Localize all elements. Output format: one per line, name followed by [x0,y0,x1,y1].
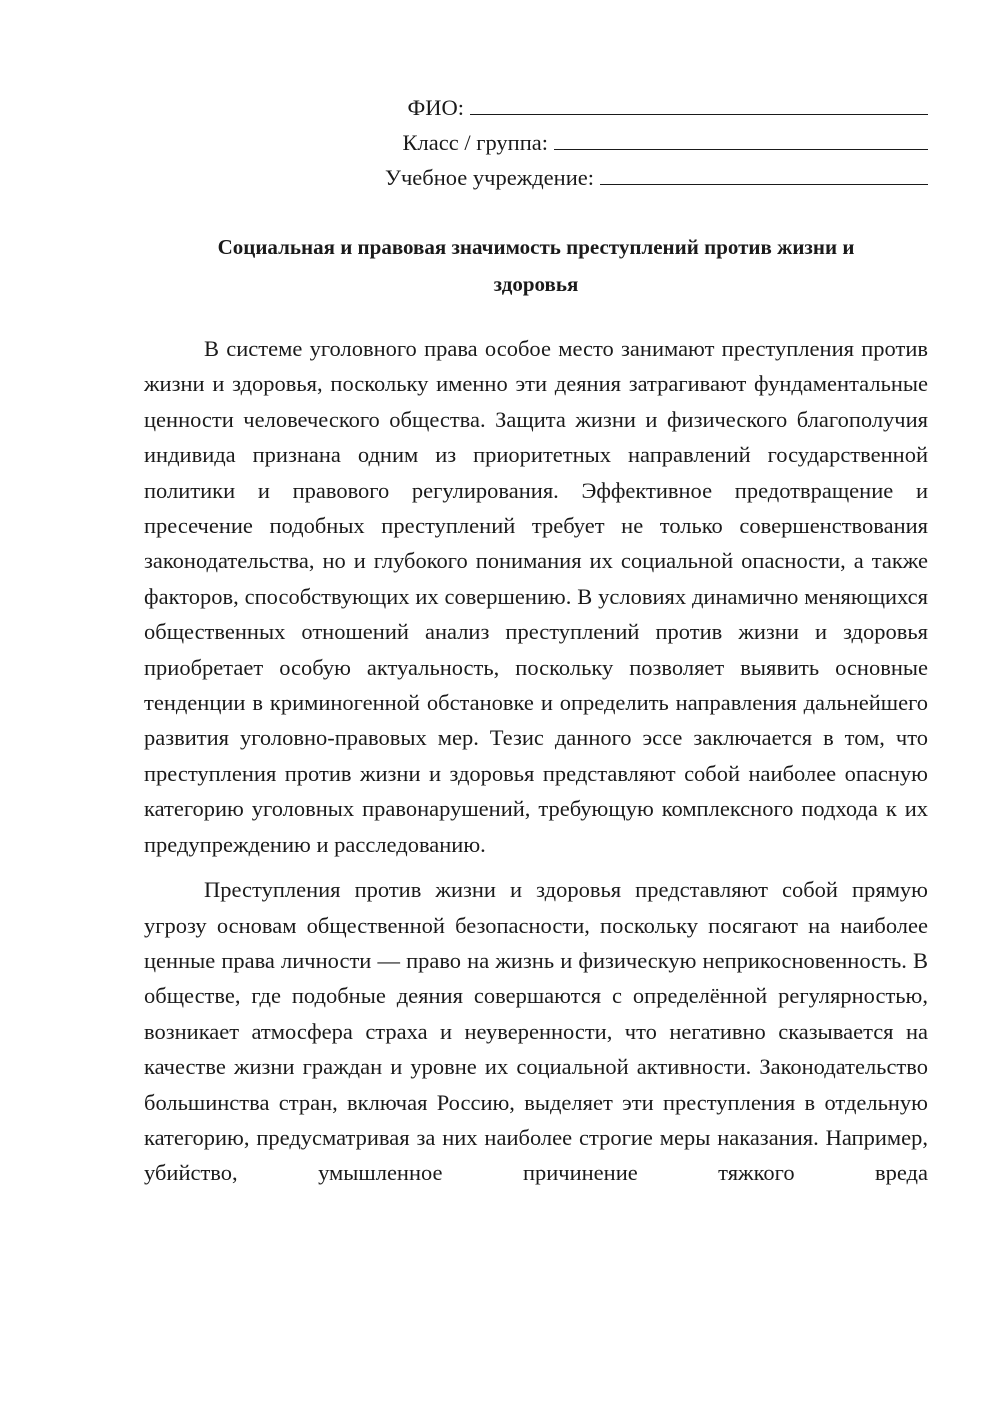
essay-body [144,331,928,1191]
class-blank-field [554,125,928,150]
essay-title [144,229,928,303]
fio-label: ФИО: [407,95,464,120]
essay-title-line-2: здоровья [493,272,579,296]
school-line [328,160,928,195]
school-blank-field [600,160,928,185]
essay-title-line-1: Социальная и правовая значимость преступлений против жизни и [217,235,855,259]
class-label: Класс / группа: [402,130,548,155]
paragraph-second: Преступления против жизни и здоровья представляют собой прямую угрозу основам общественной безопасности, поскольку посягают на наиболее ценные права личности — право на жизнь и физическую неприкосновенность. В обществе, где подобные деяния совершаются с определённой регулярностью, возникает атмосфера страха и неуверенности, что негативно сказывается на качестве жизни граждан и уровне их социальной активности. Законодательство большинства стран, включая Россию, выделяет эти преступления в отдельную категорию, предусматривая за них наиболее строгие меры наказания. Например, убийство, умышленное причинение тяжкого вреда [144,877,928,1186]
fio-line [328,90,928,125]
school-label: Учебное учреждение: [385,165,594,190]
student-info-block [328,90,928,195]
document-page [144,0,928,1414]
class-line [328,125,928,160]
paragraph-intro: В системе уголовного права особое место занимают преступления против жизни и здоровья, поскольку именно эти деяния затрагивают фундаментальные ценности человеческого общества. Защита жизни и физического благополучия индивида признана одним из приоритетных направлений государственной политики и правового регулирования. Эффективное предотвращение и пресечение подобных преступлений требует не только совершенствования законодательства, но и глубокого понимания их социальной опасности, а также факторов, способствующих их совершению. В условиях динамично меняющихся общественных отношений анализ преступлений против жизни и здоровья приобретает особую актуальность, поскольку позволяет выявить основные тенденции в криминогенной обстановке и определить направления дальнейшего развития уголовно-правовых мер. Тезис данного эссе заключается в том, что преступления против жизни и здоровья представляют собой наиболее опасную категорию уголовных правонарушений, требующую комплексного подхода к их предупреждению и расследованию. [144,336,928,857]
fio-blank-field [470,90,928,115]
